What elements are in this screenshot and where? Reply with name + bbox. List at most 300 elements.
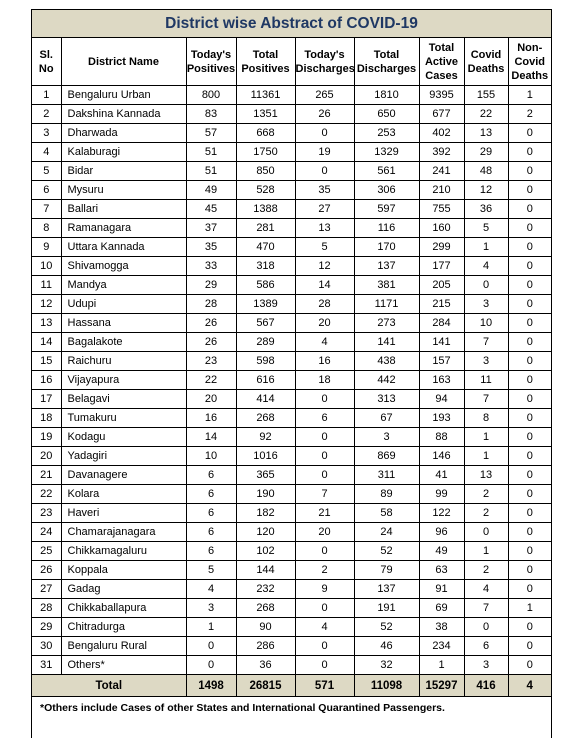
cell-non-covid-deaths: 0 — [508, 447, 551, 466]
cell-todays-discharges: 0 — [295, 542, 354, 561]
cell-total-discharges: 313 — [354, 390, 419, 409]
cell-todays-discharges: 0 — [295, 428, 354, 447]
cell-non-covid-deaths: 1 — [508, 599, 551, 618]
table-row — [32, 523, 551, 542]
header-district-name: District Name — [61, 38, 186, 86]
total-label: Total — [32, 675, 186, 697]
cell-total-positives: 470 — [236, 238, 295, 257]
table-row — [32, 124, 551, 143]
cell-district-name: Mandya — [61, 276, 186, 295]
table-row — [32, 105, 551, 124]
cell-covid-deaths: 0 — [464, 523, 508, 542]
cell-covid-deaths: 22 — [464, 105, 508, 124]
cell-total-discharges: 1171 — [354, 295, 419, 314]
cell-covid-deaths: 5 — [464, 219, 508, 238]
cell-todays-discharges: 0 — [295, 656, 354, 675]
cell-todays-positives: 14 — [186, 428, 236, 447]
cell-todays-positives: 51 — [186, 143, 236, 162]
cell-sl-no: 12 — [32, 295, 61, 314]
cell-covid-deaths: 7 — [464, 390, 508, 409]
cell-total-positives: 1388 — [236, 200, 295, 219]
cell-todays-positives: 0 — [186, 656, 236, 675]
cell-sl-no: 8 — [32, 219, 61, 238]
table-row — [32, 181, 551, 200]
table-row — [32, 580, 551, 599]
cell-todays-positives: 33 — [186, 257, 236, 276]
cell-district-name: Koppala — [61, 561, 186, 580]
cell-todays-positives: 5 — [186, 561, 236, 580]
cell-district-name: Uttara Kannada — [61, 238, 186, 257]
cell-todays-discharges: 0 — [295, 466, 354, 485]
cell-district-name: Chitradurga — [61, 618, 186, 637]
cell-covid-deaths: 1 — [464, 238, 508, 257]
table-row — [32, 314, 551, 333]
total-total-discharges: 11098 — [354, 675, 419, 697]
cell-total-discharges: 442 — [354, 371, 419, 390]
cell-todays-discharges: 0 — [295, 390, 354, 409]
table-row — [32, 352, 551, 371]
cell-non-covid-deaths: 0 — [508, 333, 551, 352]
cell-district-name: Kolara — [61, 485, 186, 504]
cell-non-covid-deaths: 0 — [508, 390, 551, 409]
cell-todays-discharges: 18 — [295, 371, 354, 390]
cell-sl-no: 24 — [32, 523, 61, 542]
cell-todays-discharges: 12 — [295, 257, 354, 276]
cell-active-cases: 755 — [419, 200, 464, 219]
cell-total-discharges: 67 — [354, 409, 419, 428]
table-row — [32, 257, 551, 276]
table-row — [32, 637, 551, 656]
header-sl-no: Sl. No — [32, 38, 61, 86]
cell-active-cases: 392 — [419, 143, 464, 162]
header-todays-positives: Today's Positives — [186, 38, 236, 86]
cell-covid-deaths: 10 — [464, 314, 508, 333]
cell-sl-no: 1 — [32, 86, 61, 105]
cell-active-cases: 193 — [419, 409, 464, 428]
cell-todays-discharges: 4 — [295, 333, 354, 352]
table-row — [32, 485, 551, 504]
cell-district-name: Vijayapura — [61, 371, 186, 390]
cell-covid-deaths: 11 — [464, 371, 508, 390]
table-row — [32, 390, 551, 409]
covid-abstract-sheet — [31, 9, 552, 738]
cell-total-positives: 567 — [236, 314, 295, 333]
table-row — [32, 466, 551, 485]
cell-total-positives: 182 — [236, 504, 295, 523]
cell-sl-no: 28 — [32, 599, 61, 618]
cell-sl-no: 18 — [32, 409, 61, 428]
table-row — [32, 656, 551, 675]
cell-active-cases: 210 — [419, 181, 464, 200]
cell-todays-discharges: 20 — [295, 523, 354, 542]
table-row — [32, 238, 551, 257]
cell-covid-deaths: 2 — [464, 504, 508, 523]
cell-todays-positives: 6 — [186, 485, 236, 504]
cell-todays-positives: 6 — [186, 523, 236, 542]
total-row — [32, 675, 551, 697]
cell-todays-positives: 26 — [186, 333, 236, 352]
cell-total-discharges: 869 — [354, 447, 419, 466]
table-row — [32, 599, 551, 618]
cell-sl-no: 10 — [32, 257, 61, 276]
cell-total-positives: 850 — [236, 162, 295, 181]
cell-total-discharges: 3 — [354, 428, 419, 447]
cell-todays-discharges: 16 — [295, 352, 354, 371]
cell-todays-discharges: 0 — [295, 162, 354, 181]
district-rows — [32, 86, 551, 675]
cell-todays-discharges: 13 — [295, 219, 354, 238]
cell-total-positives: 268 — [236, 409, 295, 428]
district-table — [32, 38, 551, 697]
cell-sl-no: 9 — [32, 238, 61, 257]
cell-total-positives: 1016 — [236, 447, 295, 466]
cell-total-positives: 616 — [236, 371, 295, 390]
table-row — [32, 143, 551, 162]
cell-sl-no: 14 — [32, 333, 61, 352]
cell-todays-positives: 83 — [186, 105, 236, 124]
footnote: *Others include Cases of other States and International Quarantined Passengers. — [40, 702, 445, 714]
cell-total-discharges: 32 — [354, 656, 419, 675]
cell-active-cases: 177 — [419, 257, 464, 276]
cell-todays-positives: 6 — [186, 542, 236, 561]
cell-non-covid-deaths: 0 — [508, 637, 551, 656]
cell-district-name: Hassana — [61, 314, 186, 333]
cell-todays-positives: 3 — [186, 599, 236, 618]
cell-todays-discharges: 0 — [295, 637, 354, 656]
cell-covid-deaths: 13 — [464, 124, 508, 143]
cell-non-covid-deaths: 0 — [508, 181, 551, 200]
table-row — [32, 162, 551, 181]
cell-covid-deaths: 36 — [464, 200, 508, 219]
cell-todays-positives: 20 — [186, 390, 236, 409]
cell-non-covid-deaths: 0 — [508, 523, 551, 542]
total-todays-discharges: 571 — [295, 675, 354, 697]
cell-district-name: Chikkaballapura — [61, 599, 186, 618]
cell-total-discharges: 561 — [354, 162, 419, 181]
cell-covid-deaths: 1 — [464, 542, 508, 561]
cell-active-cases: 91 — [419, 580, 464, 599]
header-total-positives: Total Positives — [236, 38, 295, 86]
cell-todays-positives: 800 — [186, 86, 236, 105]
cell-todays-discharges: 14 — [295, 276, 354, 295]
cell-todays-positives: 37 — [186, 219, 236, 238]
header-active-cases: Total Active Cases — [419, 38, 464, 86]
cell-sl-no: 13 — [32, 314, 61, 333]
cell-covid-deaths: 13 — [464, 466, 508, 485]
cell-covid-deaths: 4 — [464, 257, 508, 276]
cell-covid-deaths: 3 — [464, 352, 508, 371]
cell-todays-positives: 45 — [186, 200, 236, 219]
cell-sl-no: 19 — [32, 428, 61, 447]
cell-total-positives: 268 — [236, 599, 295, 618]
total-total-positives: 26815 — [236, 675, 295, 697]
cell-district-name: Chamarajanagara — [61, 523, 186, 542]
table-row — [32, 504, 551, 523]
cell-total-discharges: 381 — [354, 276, 419, 295]
cell-district-name: Bagalakote — [61, 333, 186, 352]
cell-total-positives: 365 — [236, 466, 295, 485]
cell-covid-deaths: 8 — [464, 409, 508, 428]
cell-covid-deaths: 3 — [464, 295, 508, 314]
cell-active-cases: 160 — [419, 219, 464, 238]
cell-active-cases: 284 — [419, 314, 464, 333]
cell-total-positives: 414 — [236, 390, 295, 409]
cell-district-name: Gadag — [61, 580, 186, 599]
cell-non-covid-deaths: 0 — [508, 276, 551, 295]
cell-non-covid-deaths: 0 — [508, 618, 551, 637]
cell-district-name: Dharwada — [61, 124, 186, 143]
cell-total-positives: 102 — [236, 542, 295, 561]
cell-total-positives: 144 — [236, 561, 295, 580]
cell-district-name: Belagavi — [61, 390, 186, 409]
cell-todays-discharges: 5 — [295, 238, 354, 257]
cell-district-name: Others* — [61, 656, 186, 675]
header-covid-deaths: Covid Deaths — [464, 38, 508, 86]
cell-active-cases: 122 — [419, 504, 464, 523]
table-row — [32, 447, 551, 466]
cell-total-discharges: 58 — [354, 504, 419, 523]
cell-total-discharges: 141 — [354, 333, 419, 352]
cell-total-discharges: 191 — [354, 599, 419, 618]
cell-non-covid-deaths: 0 — [508, 352, 551, 371]
cell-non-covid-deaths: 0 — [508, 219, 551, 238]
cell-covid-deaths: 3 — [464, 656, 508, 675]
cell-sl-no: 20 — [32, 447, 61, 466]
cell-todays-positives: 49 — [186, 181, 236, 200]
cell-covid-deaths: 2 — [464, 485, 508, 504]
cell-total-positives: 668 — [236, 124, 295, 143]
cell-non-covid-deaths: 0 — [508, 371, 551, 390]
cell-total-discharges: 311 — [354, 466, 419, 485]
cell-sl-no: 17 — [32, 390, 61, 409]
cell-district-name: Chikkamagaluru — [61, 542, 186, 561]
cell-sl-no: 31 — [32, 656, 61, 675]
cell-todays-positives: 6 — [186, 504, 236, 523]
cell-total-positives: 318 — [236, 257, 295, 276]
cell-non-covid-deaths: 0 — [508, 466, 551, 485]
cell-todays-positives: 26 — [186, 314, 236, 333]
cell-total-discharges: 170 — [354, 238, 419, 257]
cell-covid-deaths: 7 — [464, 333, 508, 352]
cell-todays-positives: 22 — [186, 371, 236, 390]
cell-non-covid-deaths: 0 — [508, 542, 551, 561]
cell-non-covid-deaths: 0 — [508, 485, 551, 504]
cell-sl-no: 21 — [32, 466, 61, 485]
cell-total-positives: 1351 — [236, 105, 295, 124]
cell-total-discharges: 1329 — [354, 143, 419, 162]
cell-active-cases: 215 — [419, 295, 464, 314]
cell-total-positives: 1389 — [236, 295, 295, 314]
cell-covid-deaths: 48 — [464, 162, 508, 181]
cell-total-positives: 232 — [236, 580, 295, 599]
cell-total-discharges: 89 — [354, 485, 419, 504]
cell-total-discharges: 116 — [354, 219, 419, 238]
table-row — [32, 371, 551, 390]
cell-covid-deaths: 12 — [464, 181, 508, 200]
cell-non-covid-deaths: 0 — [508, 409, 551, 428]
cell-todays-discharges: 19 — [295, 143, 354, 162]
cell-total-discharges: 650 — [354, 105, 419, 124]
cell-active-cases: 299 — [419, 238, 464, 257]
cell-total-positives: 120 — [236, 523, 295, 542]
cell-todays-discharges: 26 — [295, 105, 354, 124]
cell-district-name: Yadagiri — [61, 447, 186, 466]
header-todays-discharges: Today's Discharges — [295, 38, 354, 86]
cell-district-name: Kodagu — [61, 428, 186, 447]
table-row — [32, 542, 551, 561]
cell-total-discharges: 137 — [354, 257, 419, 276]
cell-active-cases: 94 — [419, 390, 464, 409]
cell-active-cases: 157 — [419, 352, 464, 371]
cell-covid-deaths: 4 — [464, 580, 508, 599]
header-non-covid-deaths: Non- Covid Deaths — [508, 38, 551, 86]
cell-todays-discharges: 20 — [295, 314, 354, 333]
cell-active-cases: 38 — [419, 618, 464, 637]
cell-todays-positives: 10 — [186, 447, 236, 466]
table-row — [32, 409, 551, 428]
cell-sl-no: 15 — [32, 352, 61, 371]
total-todays-positives: 1498 — [186, 675, 236, 697]
cell-sl-no: 16 — [32, 371, 61, 390]
cell-sl-no: 3 — [32, 124, 61, 143]
cell-total-discharges: 52 — [354, 618, 419, 637]
cell-non-covid-deaths: 0 — [508, 428, 551, 447]
cell-todays-positives: 23 — [186, 352, 236, 371]
cell-active-cases: 677 — [419, 105, 464, 124]
cell-todays-positives: 1 — [186, 618, 236, 637]
cell-sl-no: 5 — [32, 162, 61, 181]
cell-active-cases: 88 — [419, 428, 464, 447]
cell-total-discharges: 1810 — [354, 86, 419, 105]
cell-non-covid-deaths: 0 — [508, 257, 551, 276]
cell-total-positives: 36 — [236, 656, 295, 675]
cell-todays-positives: 51 — [186, 162, 236, 181]
cell-sl-no: 11 — [32, 276, 61, 295]
cell-district-name: Tumakuru — [61, 409, 186, 428]
cell-sl-no: 7 — [32, 200, 61, 219]
cell-active-cases: 205 — [419, 276, 464, 295]
cell-sl-no: 25 — [32, 542, 61, 561]
cell-district-name: Udupi — [61, 295, 186, 314]
cell-non-covid-deaths: 0 — [508, 124, 551, 143]
cell-covid-deaths: 0 — [464, 618, 508, 637]
cell-active-cases: 241 — [419, 162, 464, 181]
cell-todays-discharges: 0 — [295, 447, 354, 466]
cell-active-cases: 41 — [419, 466, 464, 485]
cell-active-cases: 69 — [419, 599, 464, 618]
cell-todays-discharges: 9 — [295, 580, 354, 599]
cell-sl-no: 23 — [32, 504, 61, 523]
total-non-covid-deaths: 4 — [508, 675, 551, 697]
cell-total-positives: 586 — [236, 276, 295, 295]
cell-todays-positives: 28 — [186, 295, 236, 314]
cell-district-name: Bengaluru Rural — [61, 637, 186, 656]
cell-total-positives: 289 — [236, 333, 295, 352]
cell-total-discharges: 52 — [354, 542, 419, 561]
cell-district-name: Raichuru — [61, 352, 186, 371]
cell-todays-discharges: 6 — [295, 409, 354, 428]
cell-total-discharges: 79 — [354, 561, 419, 580]
cell-covid-deaths: 7 — [464, 599, 508, 618]
cell-todays-positives: 4 — [186, 580, 236, 599]
cell-todays-discharges: 28 — [295, 295, 354, 314]
cell-covid-deaths: 155 — [464, 86, 508, 105]
cell-todays-positives: 0 — [186, 637, 236, 656]
cell-total-positives: 92 — [236, 428, 295, 447]
cell-sl-no: 30 — [32, 637, 61, 656]
cell-sl-no: 6 — [32, 181, 61, 200]
cell-covid-deaths: 2 — [464, 561, 508, 580]
cell-non-covid-deaths: 0 — [508, 143, 551, 162]
cell-total-positives: 1750 — [236, 143, 295, 162]
cell-district-name: Bidar — [61, 162, 186, 181]
cell-active-cases: 141 — [419, 333, 464, 352]
cell-total-positives: 598 — [236, 352, 295, 371]
cell-sl-no: 29 — [32, 618, 61, 637]
cell-active-cases: 146 — [419, 447, 464, 466]
cell-district-name: Bengaluru Urban — [61, 86, 186, 105]
cell-active-cases: 1 — [419, 656, 464, 675]
cell-non-covid-deaths: 0 — [508, 580, 551, 599]
cell-total-positives: 90 — [236, 618, 295, 637]
cell-todays-positives: 6 — [186, 466, 236, 485]
cell-todays-discharges: 35 — [295, 181, 354, 200]
cell-total-positives: 528 — [236, 181, 295, 200]
cell-district-name: Haveri — [61, 504, 186, 523]
header-total-discharges: Total Discharges — [354, 38, 419, 86]
cell-district-name: Mysuru — [61, 181, 186, 200]
cell-total-discharges: 46 — [354, 637, 419, 656]
cell-total-positives: 190 — [236, 485, 295, 504]
cell-district-name: Dakshina Kannada — [61, 105, 186, 124]
cell-active-cases: 234 — [419, 637, 464, 656]
cell-active-cases: 9395 — [419, 86, 464, 105]
cell-total-discharges: 306 — [354, 181, 419, 200]
cell-total-positives: 281 — [236, 219, 295, 238]
cell-non-covid-deaths: 0 — [508, 561, 551, 580]
cell-sl-no: 26 — [32, 561, 61, 580]
cell-covid-deaths: 1 — [464, 447, 508, 466]
total-covid-deaths: 416 — [464, 675, 508, 697]
table-row — [32, 219, 551, 238]
cell-active-cases: 49 — [419, 542, 464, 561]
cell-sl-no: 22 — [32, 485, 61, 504]
cell-todays-discharges: 2 — [295, 561, 354, 580]
table-row — [32, 200, 551, 219]
cell-active-cases: 99 — [419, 485, 464, 504]
cell-total-positives: 11361 — [236, 86, 295, 105]
header-row — [32, 38, 551, 86]
cell-todays-discharges: 21 — [295, 504, 354, 523]
table-row — [32, 86, 551, 105]
cell-active-cases: 402 — [419, 124, 464, 143]
cell-total-discharges: 137 — [354, 580, 419, 599]
cell-non-covid-deaths: 0 — [508, 504, 551, 523]
cell-total-discharges: 273 — [354, 314, 419, 333]
table-row — [32, 333, 551, 352]
cell-covid-deaths: 29 — [464, 143, 508, 162]
cell-non-covid-deaths: 0 — [508, 656, 551, 675]
total-active-cases: 15297 — [419, 675, 464, 697]
cell-todays-discharges: 27 — [295, 200, 354, 219]
cell-non-covid-deaths: 0 — [508, 200, 551, 219]
cell-covid-deaths: 6 — [464, 637, 508, 656]
cell-active-cases: 96 — [419, 523, 464, 542]
cell-todays-discharges: 0 — [295, 599, 354, 618]
cell-sl-no: 2 — [32, 105, 61, 124]
cell-total-positives: 286 — [236, 637, 295, 656]
cell-total-discharges: 24 — [354, 523, 419, 542]
